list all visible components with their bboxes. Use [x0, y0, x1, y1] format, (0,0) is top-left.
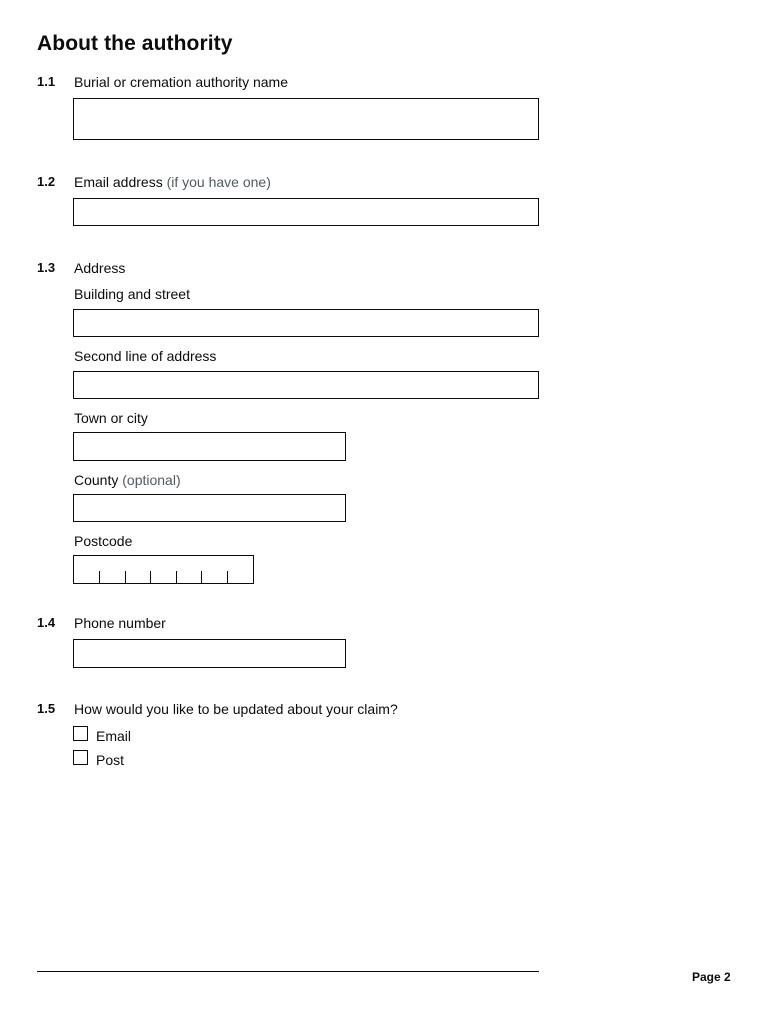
town-city-input[interactable]: [73, 432, 346, 461]
footer-divider: [37, 971, 539, 972]
authority-name-label: Burial or cremation authority name: [74, 74, 288, 90]
postcode-char-divider: [99, 571, 100, 583]
building-street-label: Building and street: [74, 286, 190, 302]
email-address-input[interactable]: [73, 198, 539, 226]
postcode-char-divider: [176, 571, 177, 583]
county-label-text: County: [74, 472, 119, 488]
address-label: Address: [74, 260, 126, 276]
section-title: About the authority: [37, 32, 233, 55]
question-number-1-4: 1.4: [37, 615, 56, 630]
postcode-input[interactable]: [73, 555, 254, 584]
update-preference-label: How would you like to be updated about your claim?: [74, 701, 398, 717]
postcode-char-divider: [227, 571, 228, 583]
building-street-input[interactable]: [73, 309, 539, 337]
county-input[interactable]: [73, 494, 346, 522]
page-number: Page 2: [692, 970, 731, 984]
county-label: [74, 471, 181, 489]
postcode-char-divider: [150, 571, 151, 583]
question-number-1-5: 1.5: [37, 701, 56, 716]
postcode-label: Postcode: [74, 533, 133, 549]
question-number-1-1: 1.1: [37, 74, 56, 89]
email-update-checkbox[interactable]: [73, 726, 88, 741]
town-city-label: Town or city: [74, 410, 148, 426]
postcode-char-divider: [125, 571, 126, 583]
question-number-1-3: 1.3: [37, 260, 56, 275]
email-address-label: [74, 173, 271, 191]
second-line-address-input[interactable]: [73, 371, 539, 399]
email-address-hint: (if you have one): [166, 174, 271, 190]
email-update-option-label: Email: [96, 728, 132, 744]
authority-name-input[interactable]: [73, 98, 539, 140]
county-hint: (optional): [122, 472, 181, 488]
phone-number-label: Phone number: [74, 615, 166, 631]
phone-number-input[interactable]: [73, 639, 346, 668]
email-address-label-text: Email address: [74, 174, 163, 190]
question-number-1-2: 1.2: [37, 174, 56, 189]
postcode-char-divider: [201, 571, 202, 583]
post-update-option-label: Post: [96, 752, 125, 768]
second-line-address-label: Second line of address: [74, 348, 217, 364]
post-update-checkbox[interactable]: [73, 750, 88, 765]
